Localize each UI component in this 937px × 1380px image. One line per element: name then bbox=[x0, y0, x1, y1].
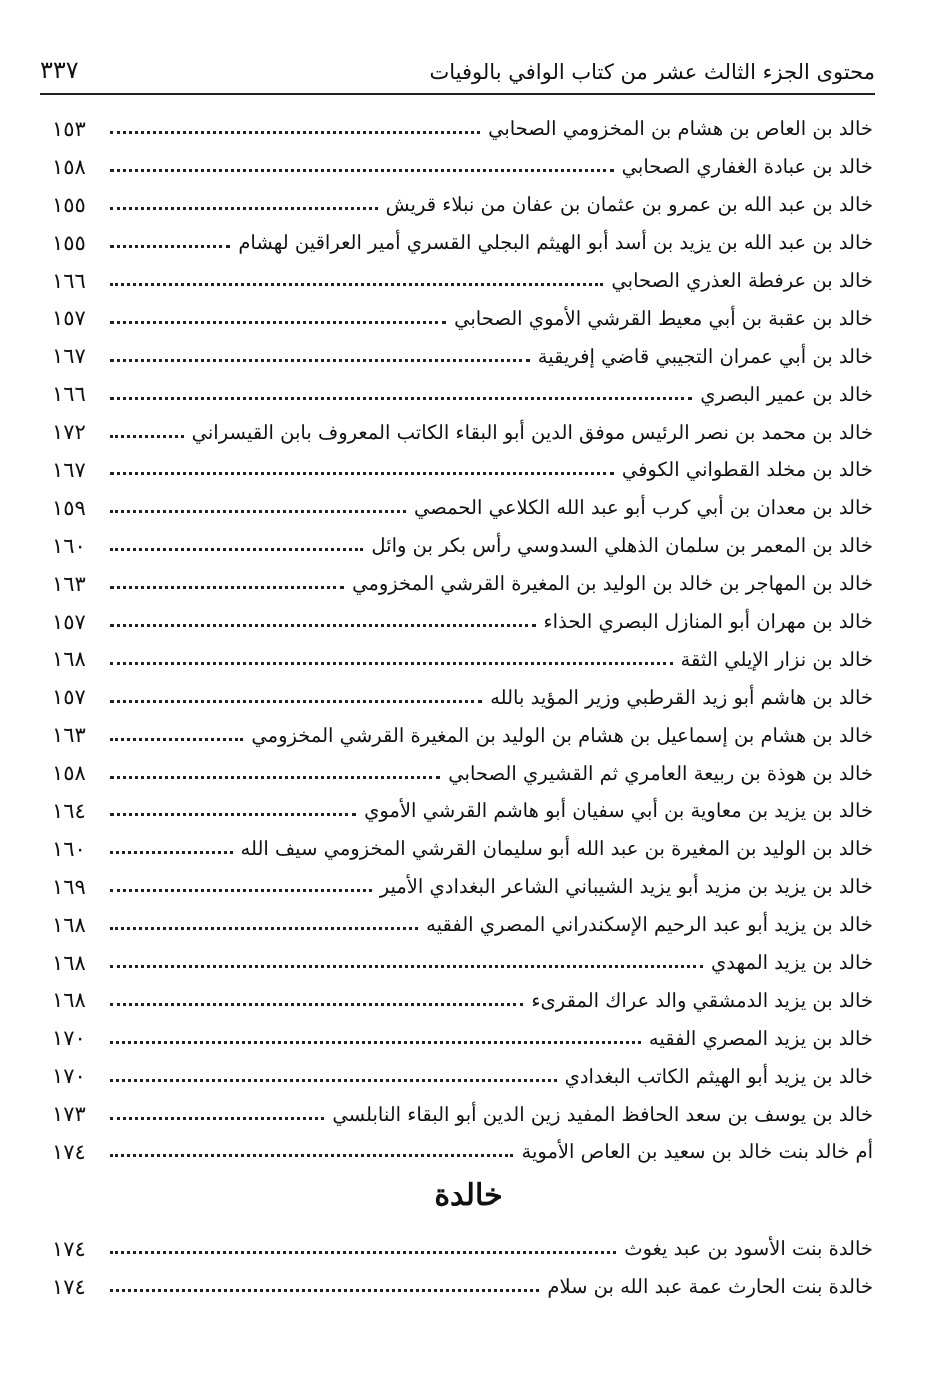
running-title: محتوى الجزء الثالث عشر من كتاب الوافي بالوفيات bbox=[429, 60, 875, 84]
entry-name: خالد بن يزيد أبو الهيثم الكاتب البغدادي bbox=[564, 1064, 873, 1088]
entry-page-number: ١٦٧ bbox=[52, 344, 86, 369]
entry-name: خالد بن هاشم أبو زيد القرطبي وزير المؤيد بالله bbox=[490, 685, 873, 709]
entry-name: خالد بن هشام بن إسماعيل بن هشام بن الوليد بن المغيرة القرشي المخزومي bbox=[251, 723, 873, 747]
index-entry bbox=[52, 678, 873, 716]
dot-leader bbox=[110, 131, 480, 134]
dot-leader bbox=[110, 738, 243, 741]
dot-leader bbox=[110, 813, 356, 816]
entry-name: خالد بن معدان بن أبي كرب أبو عبد الله الكلاعي الحمصي bbox=[413, 496, 873, 520]
entry-name: خالدة بنت الحارث عمة عبد الله بن سلام bbox=[547, 1275, 873, 1299]
index-entry bbox=[52, 1019, 873, 1057]
index-entry bbox=[52, 565, 873, 603]
dot-leader bbox=[110, 1003, 523, 1006]
dot-leader bbox=[110, 359, 530, 362]
index-entry bbox=[52, 981, 873, 1019]
entry-page-number: ١٥٧ bbox=[52, 685, 86, 710]
entry-page-number: ١٧٠ bbox=[52, 1026, 86, 1051]
dot-leader bbox=[110, 776, 440, 779]
index-entry bbox=[52, 754, 873, 792]
entry-page-number: ١٦٠ bbox=[52, 533, 86, 558]
index-entry bbox=[52, 868, 873, 906]
dot-leader bbox=[110, 1251, 616, 1254]
entry-page-number: ١٦٦ bbox=[52, 382, 86, 407]
dot-leader bbox=[110, 1079, 557, 1082]
entry-page-number: ١٦٨ bbox=[52, 988, 86, 1013]
index-entry bbox=[52, 110, 873, 148]
entry-name: خالد بن عبادة الغفاري الصحابي bbox=[621, 155, 873, 179]
page-header bbox=[40, 44, 875, 84]
entry-name: خالد بن يزيد بن مزيد أبو يزيد الشيباني الشاعر البغدادي الأمير bbox=[379, 875, 873, 899]
entry-name: خالد بن نزار الإيلي الثقة bbox=[680, 647, 873, 671]
entry-name: خالد بن محمد بن نصر الرئيس موفق الدين أبو البقاء الكاتب المعروف بابن القيسراني bbox=[191, 420, 873, 444]
index-entry bbox=[52, 1133, 873, 1171]
entry-page-number: ١٥٥ bbox=[52, 230, 86, 255]
entry-name: خالدة بنت الأسود بن عبد يغوث bbox=[624, 1237, 873, 1261]
index-entry bbox=[52, 944, 873, 982]
entry-name: خالد بن مهران أبو المنازل البصري الحذاء bbox=[543, 610, 873, 634]
entry-page-number: ١٦٨ bbox=[52, 950, 86, 975]
entry-name: خالد بن يزيد أبو عبد الرحيم الإسكندراني المصري الفقيه bbox=[426, 913, 873, 937]
index-entry bbox=[52, 299, 873, 337]
entry-name: خالد بن عبد الله بن يزيد بن أسد أبو الهيثم البجلي القسري أمير العراقين لهشام bbox=[238, 231, 873, 255]
entry-name: خالد بن عبد الله بن عمرو بن عثمان بن عفان من نبلاء قريش bbox=[385, 193, 873, 217]
index-entry bbox=[52, 792, 873, 830]
dot-leader bbox=[110, 662, 673, 665]
dot-leader bbox=[110, 283, 603, 286]
entry-name: خالد بن يزيد الدمشقي والد عراك المقرىء bbox=[531, 988, 873, 1012]
index-entry bbox=[52, 224, 873, 262]
dot-leader bbox=[110, 889, 372, 892]
entry-name: خالد بن هوذة بن ربيعة العامري ثم القشيري الصحابي bbox=[448, 761, 873, 785]
entry-page-number: ١٦٦ bbox=[52, 268, 86, 293]
dot-leader bbox=[110, 472, 614, 475]
entry-name: خالد بن يزيد بن معاوية بن أبي سفيان أبو هاشم القرشي الأموي bbox=[364, 799, 873, 823]
index-entry bbox=[52, 148, 873, 186]
entry-page-number: ١٦٨ bbox=[52, 912, 86, 937]
entry-name: أم خالد بنت خالد بن سعيد بن العاص الأموية bbox=[521, 1140, 873, 1164]
index-entry bbox=[52, 640, 873, 678]
entry-page-number: ١٧٢ bbox=[52, 420, 86, 445]
entry-page-number: ١٦٨ bbox=[52, 647, 86, 672]
dot-leader bbox=[110, 435, 184, 438]
index-entry bbox=[52, 262, 873, 300]
dot-leader bbox=[110, 548, 363, 551]
entry-name: خالد بن العاص بن هشام بن المخزومي الصحابي bbox=[488, 117, 873, 141]
index-entry bbox=[52, 527, 873, 565]
index-entry bbox=[52, 906, 873, 944]
index-entry bbox=[52, 1057, 873, 1095]
index-entry bbox=[52, 337, 873, 375]
dot-leader bbox=[110, 586, 344, 589]
entry-page-number: ١٦٤ bbox=[52, 798, 86, 823]
dot-leader bbox=[110, 927, 418, 930]
index-entry bbox=[52, 1095, 873, 1133]
entry-name: خالد بن يزيد المهدي bbox=[710, 951, 873, 975]
section-heading: خالدة bbox=[434, 1178, 503, 1213]
entry-name: خالد بن عرفطة العذري الصحابي bbox=[611, 269, 873, 292]
dot-leader bbox=[110, 624, 536, 627]
section-index-list bbox=[52, 1230, 873, 1306]
entry-page-number: ١٧٤ bbox=[52, 1139, 86, 1164]
dot-leader bbox=[110, 169, 614, 172]
entry-page-number: ١٥٨ bbox=[52, 154, 86, 179]
entry-page-number: ١٧٤ bbox=[52, 1236, 86, 1261]
entry-name: خالد بن أبي عمران التجيبي قاضي إفريقية bbox=[537, 344, 873, 368]
entry-name: خالد بن عقبة بن أبي معيط القرشي الأموي الصحابي bbox=[454, 306, 873, 330]
dot-leader bbox=[110, 510, 406, 513]
index-entry bbox=[52, 830, 873, 868]
index-entry bbox=[52, 186, 873, 224]
entry-page-number: ١٦٧ bbox=[52, 457, 86, 482]
entry-page-number: ١٥٧ bbox=[52, 306, 86, 331]
dot-leader bbox=[110, 700, 482, 703]
entry-page-number: ١٥٧ bbox=[52, 609, 86, 634]
dot-leader bbox=[110, 245, 230, 248]
entry-page-number: ١٥٨ bbox=[52, 761, 86, 786]
dot-leader bbox=[110, 1041, 641, 1044]
entry-name: خالد بن الوليد بن المغيرة بن عبد الله أبو سليمان القرشي المخزومي سيف الله bbox=[240, 837, 873, 861]
dot-leader bbox=[110, 965, 703, 968]
entry-page-number: ١٦٩ bbox=[52, 874, 86, 899]
dot-leader bbox=[110, 1117, 324, 1120]
entry-name: خالد بن المعمر بن سلمان الذهلي السدوسي رأس بكر بن وائل bbox=[371, 534, 873, 558]
entry-name: خالد بن عمير البصري bbox=[700, 382, 873, 406]
entry-page-number: ١٧٣ bbox=[52, 1102, 86, 1127]
index-entry bbox=[52, 375, 873, 413]
dot-leader bbox=[110, 207, 378, 210]
dot-leader bbox=[110, 1154, 513, 1157]
dot-leader bbox=[110, 851, 233, 854]
entry-page-number: ١٦٠ bbox=[52, 836, 86, 861]
dot-leader bbox=[110, 1289, 539, 1292]
entry-page-number: ١٦٣ bbox=[52, 571, 86, 596]
index-entry bbox=[52, 413, 873, 451]
dot-leader bbox=[110, 321, 446, 324]
entry-page-number: ١٦٣ bbox=[52, 723, 86, 748]
entry-name: خالد بن المهاجر بن خالد بن الوليد بن المغيرة القرشي المخزومي bbox=[352, 572, 873, 596]
index-entry bbox=[52, 603, 873, 641]
page-number: ٣٣٧ bbox=[40, 56, 79, 84]
index-entry bbox=[52, 716, 873, 754]
entry-name: خالد بن يوسف بن سعد الحافظ المفيد زين الدين أبو البقاء النابلسي bbox=[332, 1102, 873, 1126]
entry-name: خالد بن يزيد المصري الفقيه bbox=[648, 1026, 873, 1050]
dot-leader bbox=[110, 397, 692, 400]
index-entry bbox=[52, 1268, 873, 1306]
header-divider bbox=[40, 93, 875, 95]
index-entry bbox=[52, 451, 873, 489]
index-entry bbox=[52, 489, 873, 527]
entry-page-number: ١٧٤ bbox=[52, 1274, 86, 1299]
entry-name: خالد بن مخلد القطواني الكوفي bbox=[621, 458, 873, 482]
entry-page-number: ١٥٣ bbox=[52, 116, 86, 141]
entry-page-number: ١٥٩ bbox=[52, 495, 86, 520]
entry-page-number: ١٧٠ bbox=[52, 1064, 86, 1089]
index-list bbox=[52, 110, 873, 1171]
entry-page-number: ١٥٥ bbox=[52, 192, 86, 217]
index-entry bbox=[52, 1230, 873, 1268]
